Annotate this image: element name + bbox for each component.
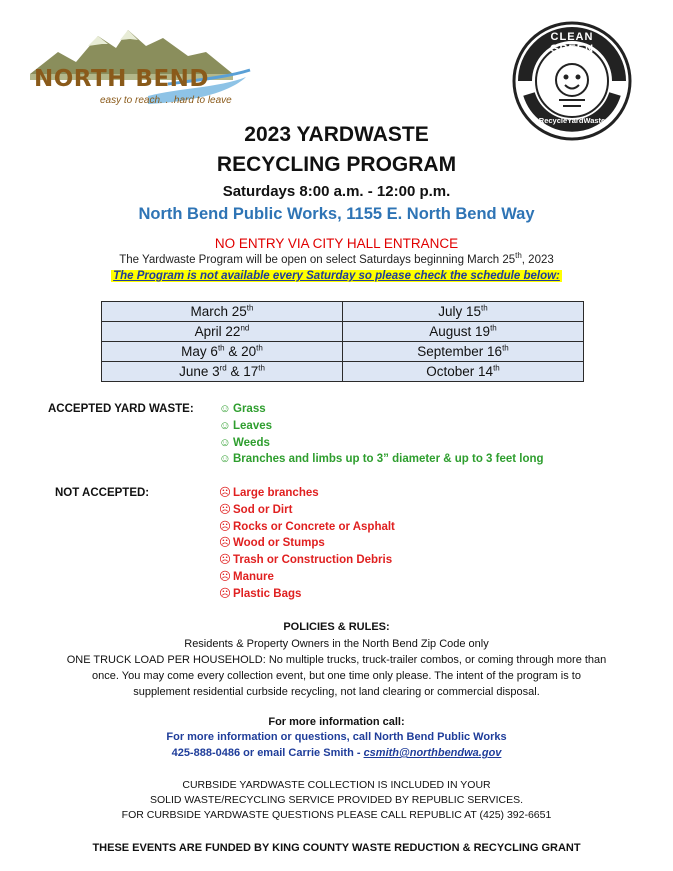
smiley-icon: ☺	[219, 419, 231, 432]
policies-line-2: ONE TRUCK LOAD PER HOUSEHOLD: No multiple trucks, truck-trailer combos, or coming through more than	[66, 654, 607, 666]
frown-icon: ☹	[219, 520, 231, 533]
curbside-line-3: FOR CURBSIDE YARDWASTE QUESTIONS PLEASE CALL REPUBLIC AT (425) 392-6651	[121, 809, 552, 821]
smiley-icon: ☺	[219, 436, 231, 449]
frown-icon: ☹	[219, 554, 231, 567]
no-entry-notice: NO ENTRY VIA CITY HALL ENTRANCE	[214, 236, 459, 251]
not-accepted-item: ☹ Large branches	[219, 485, 395, 502]
schedule-date: September 16th	[343, 342, 584, 362]
frown-icon: ☹	[219, 587, 231, 600]
frown-icon: ☹	[219, 537, 231, 550]
curbside-line-1: CURBSIDE YARDWASTE COLLECTION IS INCLUDED IN YOUR	[182, 779, 491, 791]
schedule-date: May 6th & 20th	[102, 342, 343, 362]
email-link[interactable]: csmith@northbendwa.gov	[363, 747, 502, 759]
not-accepted-label: NOT ACCEPTED:	[55, 487, 150, 499]
schedule-date: April 22nd	[102, 322, 343, 342]
schedule-row	[102, 342, 584, 362]
policies-line-3: once. You may come every collection event, but one time only please. The intent of the program is to	[92, 670, 581, 682]
curbside-line-2: SOLID WASTE/RECYCLING SERVICE PROVIDED BY REPUBLIC SERVICES.	[149, 794, 524, 806]
not-accepted-item: ☹ Wood or Stumps	[219, 535, 395, 552]
accepted-list	[219, 401, 544, 468]
hours: Saturdays 8:00 a.m. - 12:00 p.m.	[222, 183, 451, 200]
schedule-date: October 14th	[343, 362, 584, 382]
schedule-date: August 19th	[343, 322, 584, 342]
schedule-date: June 3rd & 17th	[102, 362, 343, 382]
north-bend-logo	[28, 22, 253, 122]
title-line-2: RECYCLING PROGRAM	[216, 153, 457, 176]
accepted-item: ☺ Leaves	[219, 418, 544, 435]
north-bend-wordmark: NORTH BEND	[34, 66, 210, 92]
not-accepted-item: ☹ Trash or Construction Debris	[219, 552, 395, 569]
accepted-item: ☺ Weeds	[219, 435, 544, 452]
recycle-yard-waste-text: RecycleYardWaste	[538, 116, 606, 125]
accepted-item: ☺ Grass	[219, 401, 544, 418]
schedule-date: March 25th	[102, 302, 343, 322]
not-accepted-item: ☹ Rocks or Concrete or Asphalt	[219, 519, 395, 536]
accepted-item: ☺ Branches and limbs up to 3” diameter & up to 3 feet long	[219, 451, 544, 468]
frown-icon: ☹	[219, 487, 231, 499]
smiley-icon: ☺	[219, 453, 231, 466]
contact-heading: For more information call:	[268, 716, 405, 728]
contact-line-2: 425-888-0486 or email Carrie Smith - csmith@northbendwa.gov	[171, 747, 502, 759]
policies-line-4: supplement residential curbside recycling, not land clearing or commercial disposal.	[133, 686, 540, 698]
frown-icon: ☹	[219, 503, 231, 516]
funding-footer: THESE EVENTS ARE FUNDED BY KING COUNTY WASTE REDUCTION & RECYCLING GRANT	[92, 842, 581, 854]
smiley-icon: ☺	[219, 403, 231, 415]
schedule-table	[101, 301, 584, 382]
accepted-label: ACCEPTED YARD WASTE:	[48, 403, 194, 415]
not-accepted-list	[219, 485, 395, 603]
contact-line-1: For more information or questions, call North Bend Public Works	[166, 731, 507, 743]
frown-icon: ☹	[219, 570, 231, 583]
address: North Bend Public Works, 1155 E. North Bend Way	[138, 205, 535, 223]
not-accepted-item: ☹ Sod or Dirt	[219, 502, 395, 519]
clean-green-text: CLEAN GREEN	[549, 31, 595, 55]
not-accepted-item: ☹ Plastic Bags	[219, 586, 395, 603]
title-line-1: 2023 YARDWASTE	[244, 123, 429, 146]
intro-text: The Yardwaste Program will be open on select Saturdays beginning March 25th, 2023	[119, 251, 554, 266]
policies-heading: POLICIES & RULES:	[283, 621, 390, 633]
schedule-row	[102, 362, 584, 382]
not-accepted-item: ☹ Manure	[219, 569, 395, 586]
policies-line-1: Residents & Property Owners in the North Bend Zip Code only	[184, 638, 489, 650]
schedule-row	[102, 322, 584, 342]
schedule-row	[102, 302, 584, 322]
north-bend-tagline: easy to reach. . .hard to leave	[100, 95, 232, 106]
schedule-warning: The Program is not available every Saturday so please check the schedule below:	[113, 270, 560, 282]
schedule-date: July 15th	[343, 302, 584, 322]
